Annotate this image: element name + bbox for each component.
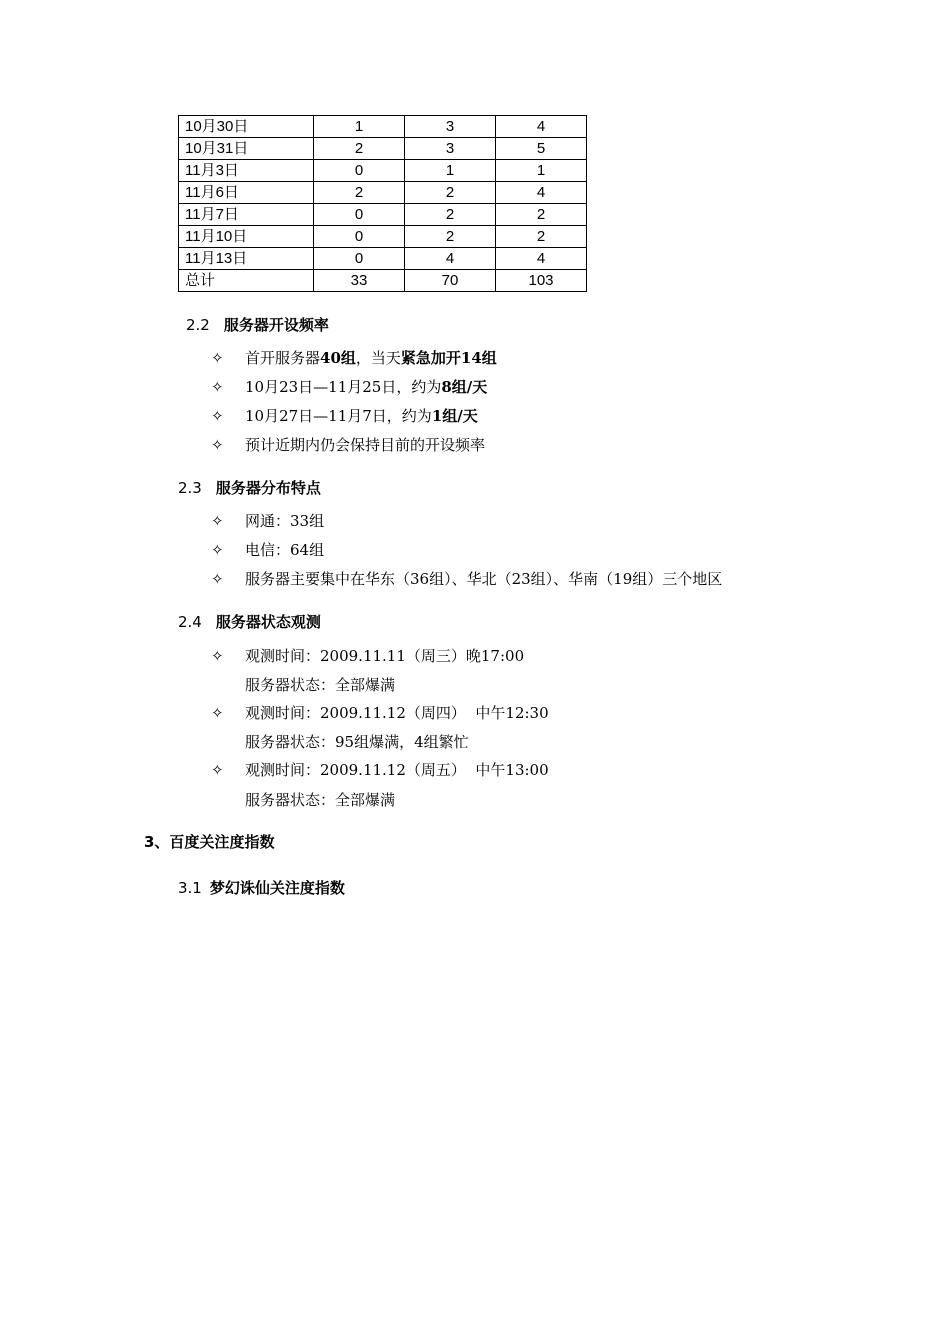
observation-time: 观测时间：2009.11.12（周四） 中午12:30: [245, 704, 549, 722]
section-heading-2-2: [186, 314, 329, 335]
table-cell: 70: [405, 270, 496, 292]
table-row: [179, 226, 587, 248]
text: 预计近期内仍会保持目前的开设频率: [245, 436, 486, 454]
list-item: [211, 702, 549, 723]
observation-time: 观测时间：2009.11.11（周三）晚17:00: [245, 647, 525, 665]
text: ，当天: [355, 349, 401, 367]
list-item: [211, 539, 324, 560]
observation-time: 观测时间：2009.11.12（周五） 中午13:00: [245, 761, 549, 779]
table-cell: 0: [314, 226, 405, 248]
table-cell: 1: [314, 116, 405, 138]
bullet-icon: ✧: [211, 512, 224, 530]
section-heading-2-3: [178, 477, 321, 498]
section-title: 服务器分布特点: [215, 479, 321, 497]
table-cell: 11月7日: [179, 204, 314, 226]
table-cell: 2: [314, 138, 405, 160]
list-item: [211, 434, 485, 455]
table-cell: 1: [496, 160, 587, 182]
list-item: [211, 376, 487, 397]
table-cell: 11月13日: [179, 248, 314, 270]
table-cell: 10月30日: [179, 116, 314, 138]
list-item: [211, 510, 324, 531]
table-cell: 1: [405, 160, 496, 182]
text: 10月23日—11月25日，约为: [245, 378, 442, 396]
text: 网通：33组: [245, 512, 325, 530]
table-row: [179, 182, 587, 204]
list-item: [211, 347, 497, 368]
table-row: [179, 204, 587, 226]
table-cell: 11月10日: [179, 226, 314, 248]
table-cell: 0: [314, 160, 405, 182]
text: 服务器主要集中在华东（36组）、华北（23组）、华南（19组）三个地区: [245, 570, 723, 588]
text: 电信：64组: [245, 541, 325, 559]
text: 10月27日—11月7日，约为: [245, 407, 432, 425]
table-total-row: [179, 270, 587, 292]
list-item: [211, 645, 524, 666]
table-row: [179, 138, 587, 160]
table-cell: 2: [496, 204, 587, 226]
table-cell: 33: [314, 270, 405, 292]
section-number: 2.3: [178, 479, 202, 497]
list-item: [211, 405, 478, 426]
table-cell: 4: [496, 182, 587, 204]
table-cell: 4: [496, 248, 587, 270]
table-cell: 2: [496, 226, 587, 248]
table-cell: 2: [405, 182, 496, 204]
section-title: 服务器状态观测: [215, 613, 321, 631]
table-cell: 10月31日: [179, 138, 314, 160]
bullet-icon: ✧: [211, 407, 224, 425]
table-row: [179, 116, 587, 138]
table-cell: 0: [314, 204, 405, 226]
text-bold: 1组/天: [431, 407, 478, 425]
bullet-icon: ✧: [211, 704, 224, 722]
text-bold: 紧急加开14组: [400, 349, 497, 367]
table-cell: 4: [496, 116, 587, 138]
table-cell: 5: [496, 138, 587, 160]
section-heading-2-4: [178, 611, 321, 632]
observation-status: 服务器状态：全部爆满: [245, 791, 396, 809]
observation-status: 服务器状态：95组爆满，4组繁忙: [245, 733, 469, 751]
table-cell: 0: [314, 248, 405, 270]
server-count-table: [178, 115, 587, 292]
section-number: 3.1: [178, 879, 202, 897]
table-cell: 4: [405, 248, 496, 270]
text-bold: 40组: [320, 349, 356, 367]
section-heading-3: [144, 831, 274, 852]
bullet-icon: ✧: [211, 378, 224, 396]
section-title: 3、百度关注度指数: [144, 833, 275, 851]
table-cell: 总计: [179, 270, 314, 292]
table-cell: 3: [405, 138, 496, 160]
table-cell: 3: [405, 116, 496, 138]
bullet-icon: ✧: [211, 647, 224, 665]
list-item: [211, 759, 549, 780]
list-item: [211, 568, 722, 589]
bullet-icon: ✧: [211, 436, 224, 454]
bullet-icon: ✧: [211, 761, 224, 779]
table-cell: 11月6日: [179, 182, 314, 204]
table-cell: 103: [496, 270, 587, 292]
section-title: 梦幻诛仙关注度指数: [209, 879, 345, 897]
observation-status: 服务器状态：全部爆满: [245, 676, 396, 694]
section-title: 服务器开设频率: [223, 316, 329, 334]
table-body: [179, 116, 587, 292]
text: 首开服务器: [245, 349, 321, 367]
table-cell: 2: [405, 226, 496, 248]
table-row: [179, 248, 587, 270]
table-row: [179, 160, 587, 182]
bullet-icon: ✧: [211, 541, 224, 559]
table-cell: 11月3日: [179, 160, 314, 182]
section-number: 2.4: [178, 613, 202, 631]
text-bold: 8组/天: [441, 378, 488, 396]
section-number: 2.2: [186, 316, 210, 334]
table-cell: 2: [314, 182, 405, 204]
table-cell: 2: [405, 204, 496, 226]
bullet-icon: ✧: [211, 570, 224, 588]
section-heading-3-1: [178, 877, 345, 898]
bullet-icon: ✧: [211, 349, 224, 367]
